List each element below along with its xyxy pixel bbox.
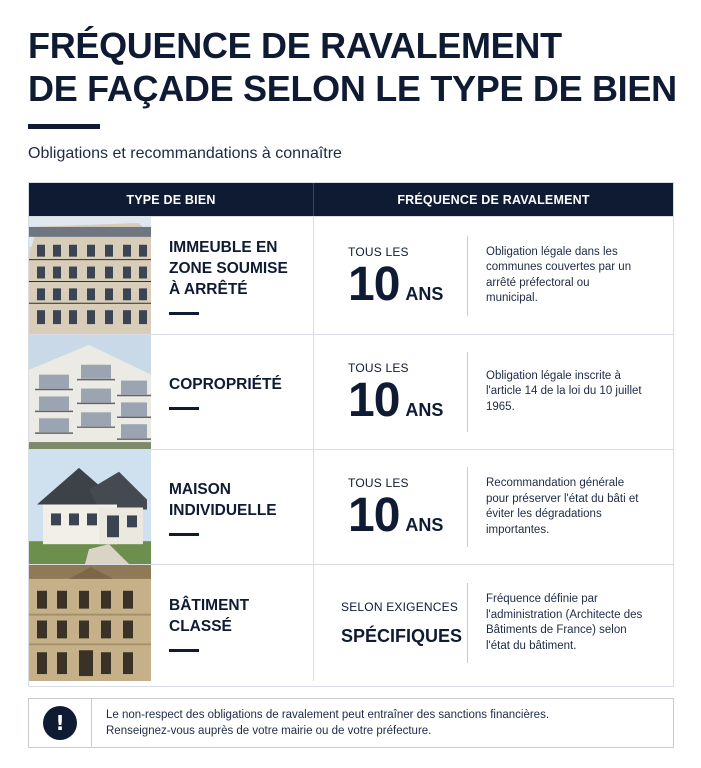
frequency-unit: ANS [405,400,444,420]
warning-notice [28,698,674,748]
frequency-prefix: TOUS LES [348,361,409,375]
table-header [29,183,673,216]
frequency-note: Recommandation générale pour préserver l'état du bâti et éviter les dégradations importantes. [486,477,639,536]
type-label: IMMEUBLE EN ZONE SOUMISE À ARRÊTÉ [169,238,288,298]
frequency-note: Obligation légale inscrite à l'article 14 de la loi du 10 juillet 1965. [486,369,642,413]
notice-line-2: Renseignez-vous auprès de votre mairie ou de votre préfecture. [106,725,432,737]
type-dash [169,407,199,410]
type-label: BÂTIMENT CLASSÉ [169,596,250,635]
haussmann-building-photo [29,217,151,334]
type-cell [29,217,314,334]
table-row [29,449,673,564]
frequency-unit: ANS [405,515,444,535]
table-row [29,564,673,681]
page-title [28,24,688,110]
frequency-prefix: TOUS LES [348,476,409,490]
title-underline [28,124,100,129]
frequency-prefix: SELON EXIGENCES [341,599,459,614]
frequency-number: 10 [348,374,400,427]
type-dash [169,649,199,652]
frequency-note: Fréquence définie par l'administration (Architecte des Bâtiments de France) selon l'état du bâtiment. [486,593,643,652]
type-cell [29,565,314,681]
title-line-1: FRÉQUENCE DE RAVALEMENT [28,25,562,66]
table-row [29,334,673,449]
type-dash [169,533,199,536]
title-line-2: DE FAÇADE SELON LE TYPE DE BIEN [28,68,677,109]
frequency-number: 10 [348,489,400,542]
modern-apartment-building-photo [29,335,151,449]
frequency-cell [314,335,673,449]
type-dash [169,312,199,315]
frequency-special: SPÉCIFIQUES [341,625,463,646]
column-header-type: TYPE DE BIEN [29,183,314,216]
detached-house-photo [29,450,151,564]
type-label: COPROPRIÉTÉ [169,376,282,393]
frequency-table [28,182,674,687]
historic-building-photo [29,565,151,681]
frequency-number: 10 [348,257,400,311]
exclamation-icon: ! [43,706,77,740]
table-row [29,216,673,334]
column-header-frequency: FRÉQUENCE DE RAVALEMENT [397,192,590,207]
frequency-note: Obligation légale dans les communes couvertes par un arrêté préfectoral ou municipal. [486,245,632,304]
frequency-prefix: TOUS LES [348,244,409,259]
type-label: MAISON INDIVIDUELLE [169,480,277,519]
type-cell [29,450,314,564]
frequency-cell [314,450,673,564]
frequency-cell [314,217,673,334]
frequency-unit: ANS [405,283,444,304]
subtitle: Obligations et recommandations à connaître [28,145,342,162]
notice-line-1: Le non-respect des obligations de ravalement peut entraîner des sanctions financières. [106,709,550,721]
frequency-cell [314,565,673,681]
type-cell [29,335,314,449]
